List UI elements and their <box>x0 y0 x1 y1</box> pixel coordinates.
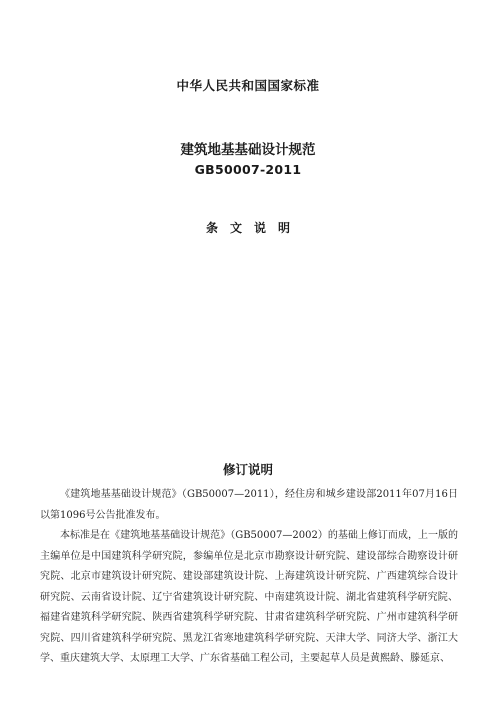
standard-organization: 中华人民共和国国家标准 <box>176 78 320 93</box>
document-title: 建筑地基基础设计规范 <box>180 142 316 158</box>
revision-paragraph-1: 《建筑地基基础设计规范》（GB50007—2011），经住房和城乡建设部2011年07月16日以第1096号公告批准发布。 <box>40 489 458 521</box>
section-heading: 条文说明 <box>205 221 302 235</box>
standard-code: GB50007-2011 <box>194 162 302 177</box>
revision-heading: 修订说明 <box>222 462 273 477</box>
revision-body <box>40 485 458 670</box>
revision-paragraph-2: 本标准是在《建筑地基基础设计规范》（GB50007—2002）的基础上修订而成，上一版的主编单位是中国建筑科学研究院，参编单位是北京市勘察设计研究院、建设部综合勘察设计研究院、北京市建筑设计研究院、建设部建筑设计院、上海建筑设计研究院、广西建筑综合设计研究院、云南省设计院、辽宁省建筑设计研究院、中南建筑设计院、湖北省建筑科学研究院、福建省建筑科学研究院、陕西省建筑科学研究院、甘肃省建筑科学研究院、广州市建筑科学研究院、四川省建筑科学研究院、黑龙江省寒地建筑科学研究院、天津大学、同济大学、浙江大学、重庆建筑大学、太原理工大学、广东省基础工程公司，主要起草人员是黄熙龄、滕延京、 <box>40 530 458 664</box>
